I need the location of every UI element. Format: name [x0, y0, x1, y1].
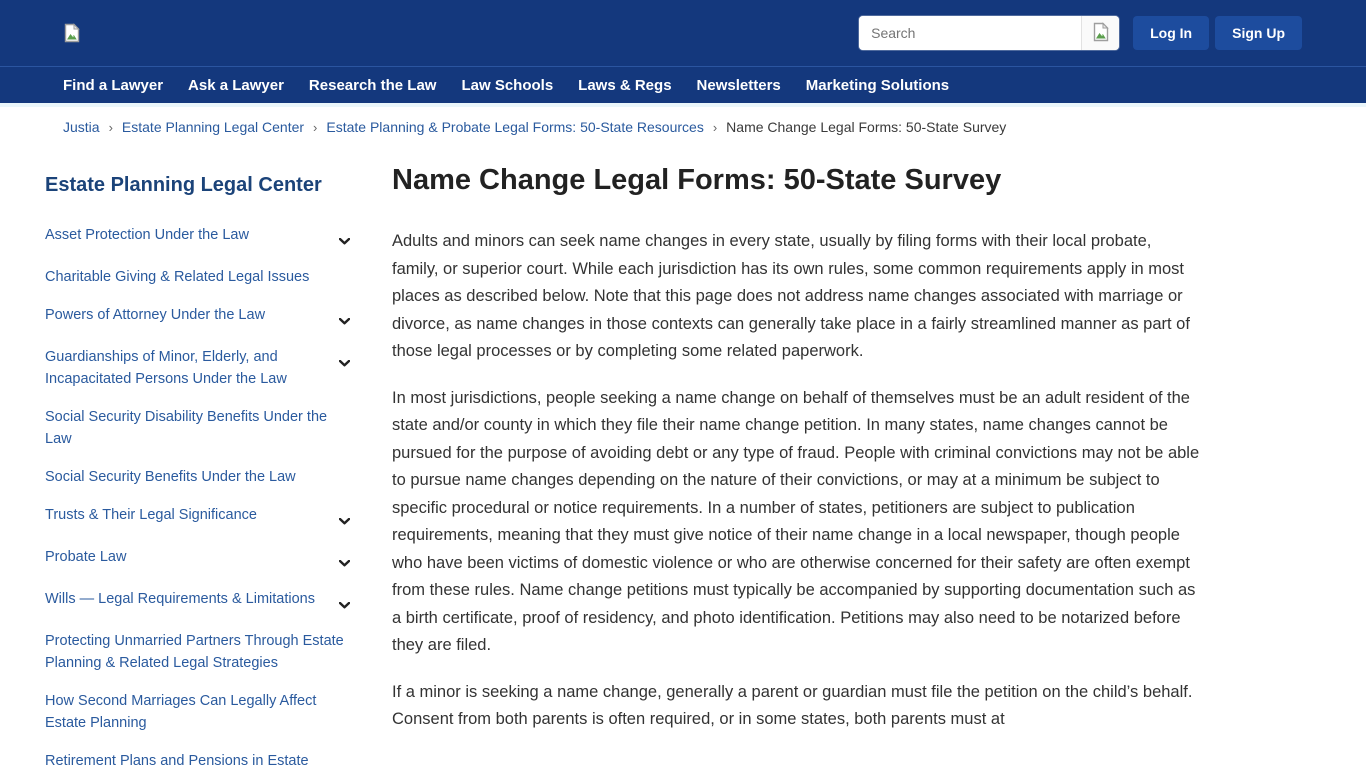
sidebar-item-charitable-giving-related-legal-issues[interactable] [45, 266, 350, 288]
sidebar-title: Estate Planning Legal Center [45, 174, 322, 196]
article-paragraph: In most jurisdictions, people seeking a name change on behalf of themselves must be an adult resident of the state and/or county in which they file their name change petition. In many states, name changes cannot be pursued for the purpose of avoiding debt or any type of fraud. People with criminal convictions may not be able to pursue name changes depending on the nature of their convictions, or may at a minimum be subject to specific procedural or notice requirements. In a number of states, petitioners are subject to publication requirements, meaning that they must give notice of their name change in a local newspaper, though people who have been victims of domestic violence or who are otherwise concerned for their safety are often exempt from these rules. Name change petitions must typically be accompanied by supporting documentation such as a birth certificate, proof of residency, and photo identification. Petitions may also need to be notarized before they are filed. [392, 388, 1200, 654]
nav-item-ask-a-lawyer[interactable]: Ask a Lawyer [188, 76, 284, 94]
sidebar-item-label[interactable]: How Second Marriages Can Legally Affect Estate Planning [45, 693, 317, 731]
login-button[interactable]: Log In [1133, 16, 1209, 50]
breadcrumb-link-estate-planning-legal-center[interactable]: Estate Planning Legal Center [121, 119, 305, 135]
site-header [0, 0, 1366, 66]
sidebar [45, 162, 350, 768]
sidebar-item-retirement-plans-and-pensions-in-estate[interactable] [45, 750, 350, 768]
sidebar-item-label[interactable]: Guardianships of Minor, Elderly, and Incapacitated Persons Under the Law [45, 349, 287, 387]
nav-item-newsletters[interactable]: Newsletters [696, 76, 781, 94]
breadcrumb-separator: › [712, 119, 718, 135]
article-paragraph: If a minor is seeking a name change, generally a parent or guardian must file the petition on the child’s behalf. Consent from both parents is often required, or in some states, both parents must at [392, 682, 1193, 728]
nav-item-law-schools[interactable]: Law Schools [461, 76, 554, 94]
sidebar-item-social-security-disability-benefits-under-[interactable] [45, 406, 350, 450]
search-submit-button[interactable] [1081, 16, 1119, 50]
article-paragraph: Adults and minors can seek name changes in every state, usually by filing forms with their local probate, family, or superior court. While each jurisdiction has its own rules, some common requirements apply in most places as described below. Note that this page does not address name changes associated with marriage or divorce, as name changes in those contexts can generally take place in a fairly streamlined manner as part of those legal processes or by completing some related paperwork. [392, 232, 1190, 360]
nav-item-research-the-law[interactable]: Research the Law [308, 76, 437, 94]
nav-item-laws-regs[interactable]: Laws & Regs [578, 76, 672, 94]
sidebar-item-label[interactable]: Charitable Giving & Related Legal Issues [45, 269, 310, 285]
chevron-down-icon[interactable] [339, 554, 350, 572]
sidebar-item-label[interactable]: Social Security Disability Benefits Under the Law [45, 409, 328, 447]
chevron-down-icon[interactable] [339, 312, 350, 330]
sidebar-item-label[interactable]: Asset Protection Under the Law [45, 227, 249, 243]
breadcrumb-link-estate-planning-probate-legal-forms-50-sta[interactable]: Estate Planning & Probate Legal Forms: 50-State Resources [326, 119, 704, 135]
chevron-down-icon[interactable] [339, 232, 350, 250]
breadcrumb [0, 107, 1366, 148]
chevron-down-icon[interactable] [339, 596, 350, 614]
chevron-down-icon[interactable] [339, 354, 350, 372]
sidebar-item-probate-law[interactable] [45, 546, 350, 572]
sidebar-item-label[interactable]: Powers of Attorney Under the Law [45, 307, 266, 323]
sidebar-item-label[interactable]: Social Security Benefits Under the Law [45, 469, 296, 485]
page-title: Name Change Legal Forms: 50-State Survey [392, 164, 1002, 196]
signup-button[interactable]: Sign Up [1215, 16, 1302, 50]
sidebar-item-label[interactable]: Protecting Unmarried Partners Through Estate Planning & Related Legal Strategies [45, 633, 344, 671]
sidebar-item-guardianships-of-minor-elderly-and-incapac[interactable] [45, 346, 350, 390]
main-nav [0, 66, 1366, 103]
sidebar-item-asset-protection-under-the-law[interactable] [45, 224, 350, 250]
search-broken-image-icon [1092, 22, 1110, 45]
breadcrumb-link-justia[interactable]: Justia [63, 119, 100, 135]
sidebar-item-wills-legal-requirements-limitations[interactable] [45, 588, 350, 614]
nav-item-find-a-lawyer[interactable]: Find a Lawyer [63, 76, 164, 94]
sidebar-item-label[interactable]: Probate Law [45, 549, 127, 565]
sidebar-item-powers-of-attorney-under-the-law[interactable] [45, 304, 350, 330]
main-column [392, 162, 1202, 753]
chevron-down-icon[interactable] [339, 512, 350, 530]
justia-logo-broken-image-icon[interactable] [63, 20, 85, 46]
sidebar-item-how-second-marriages-can-legally-affect-es[interactable] [45, 690, 350, 734]
breadcrumb-current: Name Change Legal Forms: 50-State Survey [726, 119, 1007, 135]
search-input[interactable] [859, 16, 1081, 50]
content-area [0, 148, 1366, 768]
nav-item-marketing-solutions[interactable]: Marketing Solutions [805, 76, 950, 94]
sidebar-item-label[interactable]: Retirement Plans and Pensions in Estate [45, 753, 309, 768]
sidebar-item-trusts-their-legal-significance[interactable] [45, 504, 350, 530]
breadcrumb-separator: › [313, 119, 318, 135]
sidebar-item-social-security-benefits-under-the-law[interactable] [45, 466, 350, 488]
sidebar-item-label[interactable]: Wills — Legal Requirements & Limitations [45, 591, 315, 607]
sidebar-item-protecting-unmarried-partners-through-esta[interactable] [45, 630, 350, 674]
sidebar-list [45, 224, 350, 768]
breadcrumb-separator: › [108, 119, 113, 135]
search-form [859, 16, 1119, 50]
sidebar-item-label[interactable]: Trusts & Their Legal Significance [45, 507, 257, 523]
article-body [392, 228, 1202, 734]
